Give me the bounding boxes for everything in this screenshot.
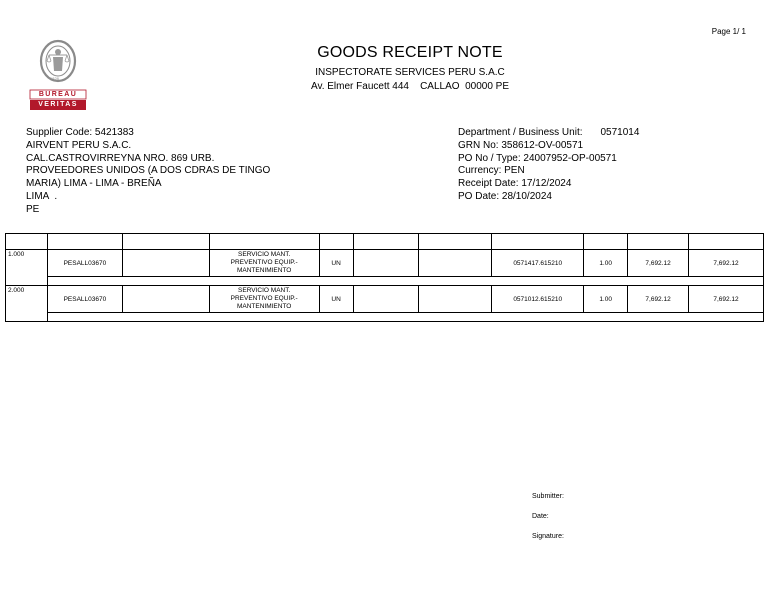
item-col3 <box>122 286 209 313</box>
page-number: Page 1/ 1 <box>711 27 746 36</box>
company-name: INSPECTORATE SERVICES PERU S.A.C <box>315 67 505 78</box>
item-uom: UN <box>319 286 353 313</box>
logo-year: 1828 <box>50 76 59 81</box>
line-number: 1.000 <box>6 250 48 286</box>
supplier-address-line2: PROVEEDORES UNIDOS (A DOS CDRAS DE TINGO <box>26 165 271 177</box>
logo-word-veritas: VERITAS <box>38 101 78 108</box>
company-address: Av. Elmer Faucett 444 CALLAO 00000 PE <box>310 81 510 92</box>
item-uom: UN <box>319 250 353 277</box>
item-amount: 7,692.12 <box>689 250 764 277</box>
item-col6 <box>353 286 419 313</box>
supplier-name: AIRVENT PERU S.A.C. <box>26 139 132 151</box>
item-account: 0571417.615210 <box>492 250 584 277</box>
supplier-block <box>26 127 270 217</box>
department-row <box>458 127 639 140</box>
item-unit-price: 7,692.12 <box>628 250 689 277</box>
logo-word-bureau: BUREAU <box>38 91 78 98</box>
line-number: 2.000 <box>6 286 48 322</box>
table-row <box>6 250 764 277</box>
item-unit-price: 7,692.12 <box>628 286 689 313</box>
receipt-info-block <box>458 127 639 204</box>
item-col7 <box>419 250 492 277</box>
supplier-address-line3: MARIA) LIMA - LIMA - BREÑA <box>26 178 162 190</box>
line-items-table <box>5 233 764 322</box>
signature-label: Signature: <box>532 533 564 540</box>
supplier-country: PE <box>26 203 40 215</box>
supplier-code: Supplier Code: 5421383 <box>26 127 134 138</box>
item-quantity: 1.00 <box>584 286 628 313</box>
item-account: 0571012.615210 <box>492 286 584 313</box>
item-col6 <box>353 250 419 277</box>
po-date: PO Date: 28/10/2024 <box>458 190 552 202</box>
department-label: Department / Business Unit: <box>458 127 583 138</box>
table-row-spacer <box>6 277 764 286</box>
submitter-label: Submitter: <box>532 493 564 500</box>
po-number-type: PO No / Type: 24007952-OP-00571 <box>458 152 617 164</box>
table-header-row <box>6 234 764 250</box>
department-code: 0571014 <box>600 127 640 138</box>
bureau-veritas-logo <box>28 32 88 112</box>
item-code: PESALL03670 <box>47 286 122 313</box>
date-label: Date: <box>532 513 549 520</box>
item-description: SERVICIO MANT. PREVENTIVO EQUIP.- MANTENIMIENTO <box>209 250 319 277</box>
item-col7 <box>419 286 492 313</box>
document-title: GOODS RECEIPT NOTE <box>317 44 503 61</box>
grn-number: GRN No: 358612-OV-00571 <box>458 139 584 151</box>
currency: Currency: PEN <box>458 165 525 177</box>
table-row <box>6 286 764 313</box>
item-quantity: 1.00 <box>584 250 628 277</box>
item-amount: 7,692.12 <box>689 286 764 313</box>
item-description: SERVICIO MANT. PREVENTIVO EQUIP.- MANTENIMIENTO <box>209 286 319 313</box>
table-row-spacer <box>6 313 764 322</box>
item-code: PESALL03670 <box>47 250 122 277</box>
supplier-city: LIMA . <box>26 190 58 202</box>
supplier-address-line1: CAL.CASTROVIRREYNA NRO. 869 URB. <box>26 152 215 164</box>
receipt-date: Receipt Date: 17/12/2024 <box>458 178 572 190</box>
item-col3 <box>122 250 209 277</box>
document-header <box>200 44 620 92</box>
